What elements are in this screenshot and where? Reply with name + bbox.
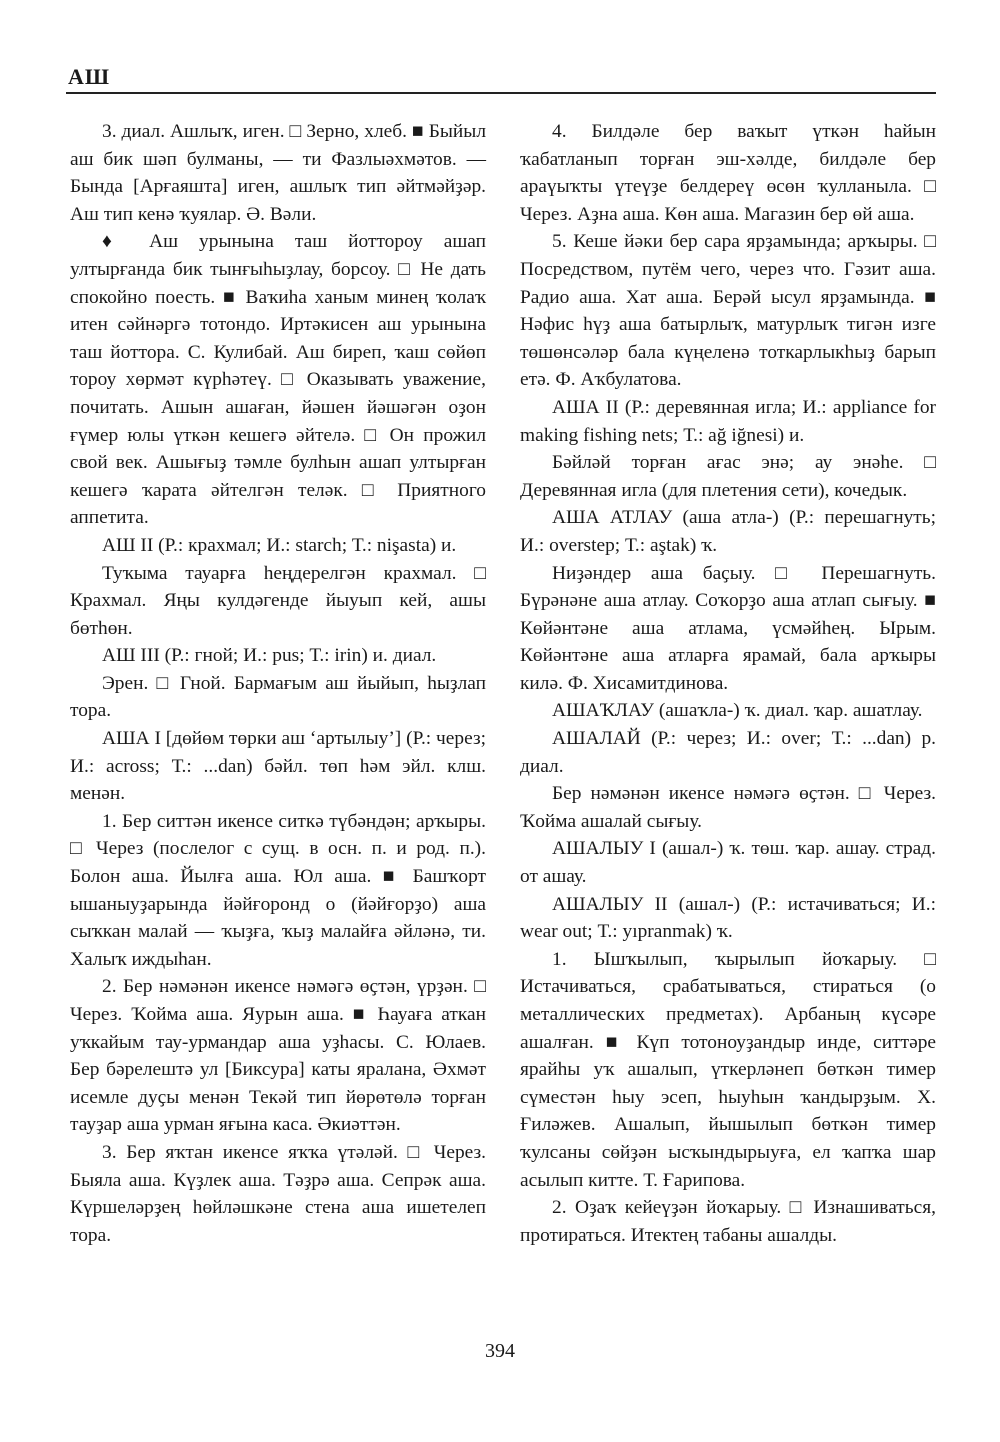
entry-asha-1-sense-2: 2. Бер нәмәнән икенсе нәмәгә өҫтән, үрҙән. □ Через. Ҡойма аша. Яурын аша. ■ Һауаға аткан уҡкайым тау-урмандар аша уҙһасы. С. Юлаев. Бер бәрелештә ул [Биксура] каты яралана, Әхмәт исемле дуҫы менән Текәй тип йөрөтөлә торған тауҙар аша урман яғына каса. Әкиәттән.	[70, 976, 486, 1136]
entry-asha-1-sense-5: 5. Кеше йәки бер сара ярҙамында; арҡыры. □ Посредством, путём чего, через что. Гәзит аша. Радио аша. Хат аша. Берәй ысул ярҙамында. ■ Нәфис һүҙ аша батырлыҡ, матурлыҡ тигән изге төшөнсәләр бала күңеленә тоткарлыкһыҙ барып етә. Ф. Аҡбулатова.	[520, 231, 936, 391]
entry-ash-idioms: ♦ Аш урынына таш йоттороу ашап ултырғанда бик тынғыһыҙлау, борсоу. □ Не дать спокойно поесть. ■ Ваҡиһа ханым минең ҡолаҡ итен сәйнәргә тотондо. Иртәкисен аш урынына таш йоттора. С. Кулибай. Аш биреп, ҡаш сөйөп тороу хөрмәт күрһәтеү. □ Оказывать уважение, почитать. Ашын ашаған, йәшен йәшәгән оҙон ғүмер юлы үткән кешегә әйтелә. □ Он прожил свой век. Ашығыҙ тәмле булһын ашап ултырған кешегә ҡарата әйтелгән теләк. □ Приятного аппетита.	[70, 231, 486, 529]
entry-ash-3-def: Эрен. □ Гной. Бармағым аш йыйып, һыҙлап тора.	[70, 672, 486, 722]
entry-asha-1-sense-4: 4. Билдәле бер ваҡыт үткән һайын ҡабатланып торған эш-хәлде, билдәле бер араүыҡты үтеүҙе белдереү өсөн ҡулланыла. □ Через. Аҙна аша. Көн аша. Магазин бер өй аша.	[520, 121, 936, 225]
entry-asha-2-head: АША II (Р.: деревянная игла; И.: appliance for making fishing nets; Т.: ağ iğnesi) и.	[520, 396, 936, 446]
running-header	[66, 64, 936, 94]
entry-asha-1-sense-3: 3. Бер яҡтан икенсе яҡҡа үтәләй. □ Через. Быяла аша. Күҙлек аша. Тәҙрә аша. Сепрәк аша. Күршеләрҙең һөйләшкәне стена аша ишетелеп тора.	[70, 1141, 486, 1246]
entry-asha-1-sense-1: 1. Бер ситтән икенсе ситкә түбәндән; арҡыры. □ Через (послелог с сущ. в осн. п. и род. п.). Болон аша. Йылға аша. Юл аша. ■ Башҡорт ышаныуҙарында йәйғоронд о (йәйғорҙо) аша сыҡкан малай — ҡыҙға, ҡыҙ малайға әйләнә, ти. Халыҡ иждыһан.	[70, 810, 486, 970]
header-guide-word: АШ	[68, 64, 111, 89]
entry-ash-3-head: АШ III (Р.: гной; И.: pus; Т.: irin) и. диал.	[102, 645, 437, 667]
entry-ashalyu-1: АШАЛЫУ I (ашал-) ҡ. төш. ҡар. ашау. страд. от ашау.	[520, 838, 936, 888]
entry-ashaklau: АШАҠЛАУ (ашаҡла-) ҡ. диал. ҡар. ашатлау.	[552, 700, 923, 722]
entry-ashalay-def: Бер нәмәнән икенсе нәмәгә өҫтән. □ Через. Ҡойма ашалай сығыу.	[520, 783, 936, 832]
entry-ashalyu-2-sense-2: 2. Оҙаҡ кейеүҙән йоҡарыу. □ Изнашиваться, протираться. Итектең табаны ашалды.	[520, 1197, 936, 1246]
entry-asha-1-head: АША I [дөйөм төрки аш ‘артылыу’] (Р.: через; И.: across; Т.: ...dan) бәйл. төп һәм эйл. клш. менән.	[70, 728, 486, 805]
page-number: 394	[485, 1340, 515, 1362]
entry-asha-atlau-def: Ниҙәндер аша баҫыу. □ Перешагнуть. Бүрәнәне аша атлау. Соҡорҙо аша атлап сығыу. ■ Көйәнтәне аша атлама, үсмәйһең. Ырым. Көйәнтәне аша атларға ярамай, бала арҡыры килә. Ф. Хисамитдинова.	[520, 562, 936, 694]
entry-ash-2-def: Туҡыма тауарға һеңдерелгән крахмал. □ Крахмал. Яңы кулдәгенде йыуып кей, ашы бөтһөн.	[70, 562, 486, 639]
entry-ashalyu-2-sense-1: 1. Ышҡылып, ҡырылып йоҡарыу. □ Истачиваться, срабатываться, стираться (о металлических предметах). Арбаның күсәре ашалған. ■ Күп тотоноуҙандыр инде, ситтәре ярайһы уҡ ашалып, үткерләнеп бөткән тимер сүместән һыу эсеп, һыуһын ҡандырҙым. Х. Ғиләжев. Ашалып, йышылып бөткән тимер ҡулсаны сөйҙән ысҡындырыуға, ел ҡапҡа шар асылып китте. Т. Ғарипова.	[520, 948, 936, 1191]
right-column	[520, 118, 936, 1249]
entry-ash-2-head: АШ II (Р.: крахмал; И.: starch; Т.: nişasta) и.	[102, 534, 457, 556]
entry-asha-2-def: Бәйләй торған ағас энә; ау энәһе. □ Деревянная игла (для плетения сети), кочедык.	[520, 452, 936, 501]
left-column	[70, 118, 486, 1249]
entry-ashalay-head: АШАЛАЙ (Р.: через; И.: over; Т.: ...dan) р. диал.	[520, 728, 936, 777]
entry-ashalyu-2-head: АШАЛЫУ II (ашал-) (Р.: истачиваться; И.: wear out; Т.: yıpranmak) ҡ.	[520, 893, 936, 943]
entry-ash-sense-3: 3. диал. Ашлыҡ, иген. □ Зерно, хлеб. ■ Быйыл аш бик шәп булманы, — ти Фазлыәхмәтов. — Бында [Арғаяшта] иген, ашлыҡ тип әйтмәйҙәр. Аш тип кенә ҡуялар. Ә. Вәли.	[70, 121, 486, 225]
entry-asha-atlau-head: АША АТЛАУ (аша атла-) (Р.: перешагнуть; И.: overstep; Т.: aştak) ҡ.	[520, 507, 936, 556]
